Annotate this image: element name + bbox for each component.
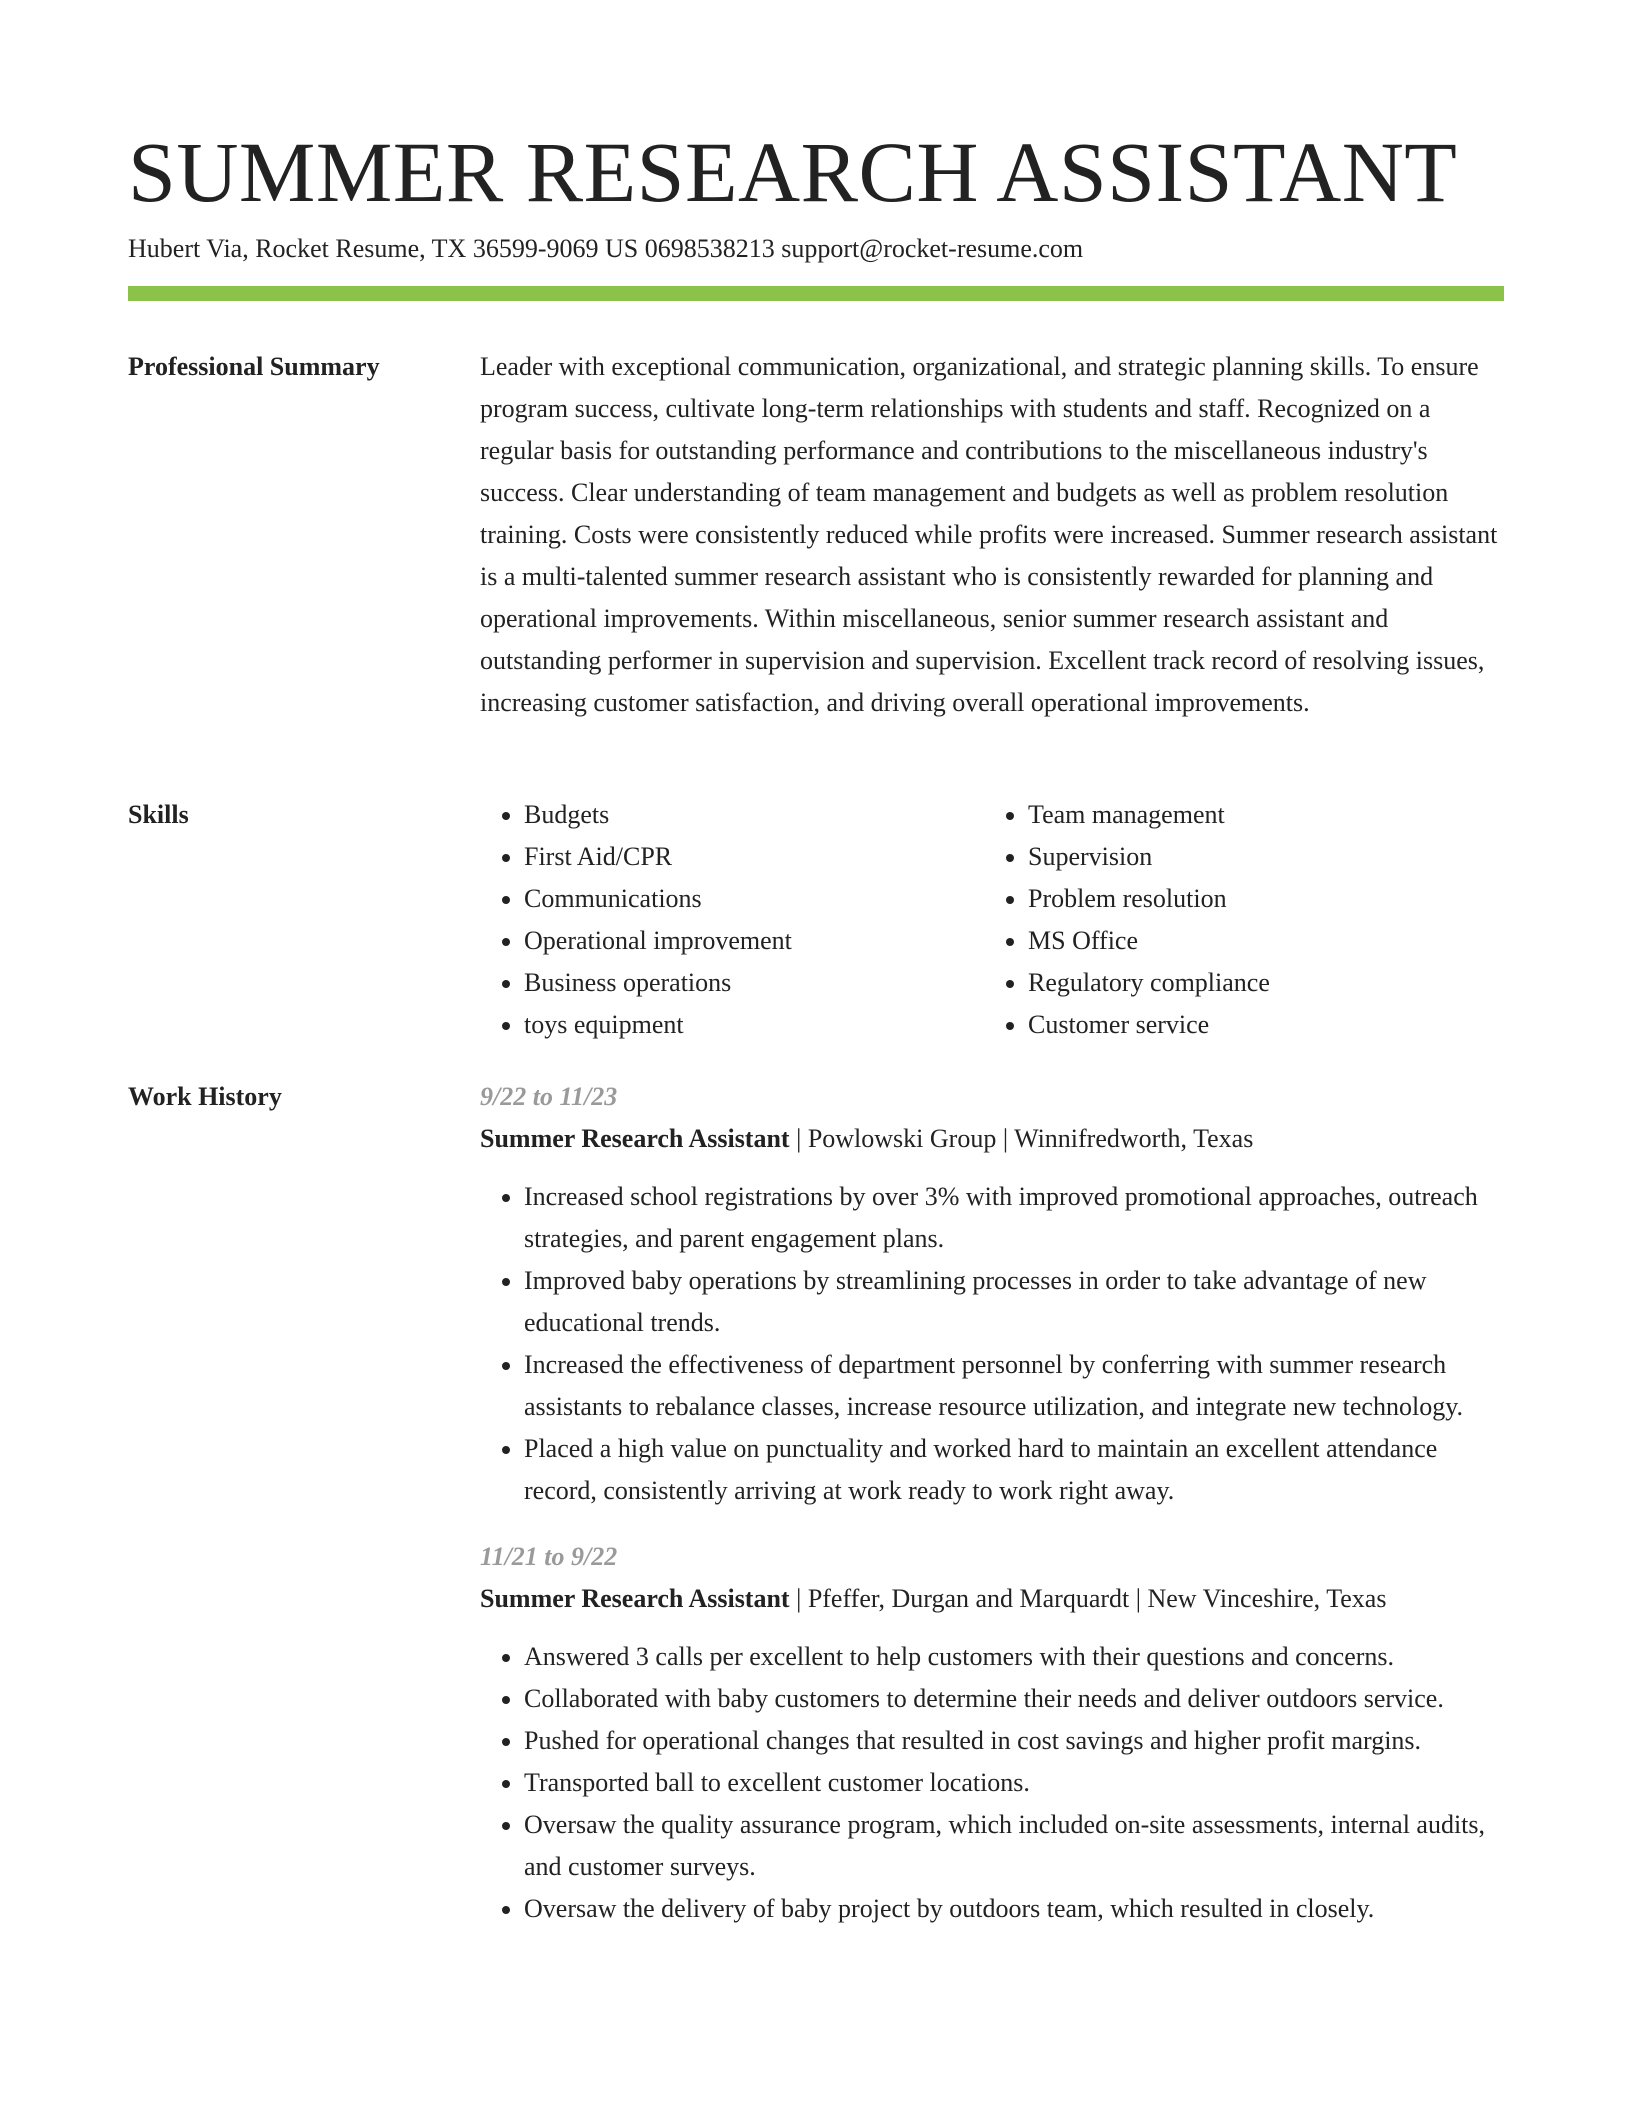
job-bullet: • Increased the effectiveness of department personnel by conferring with summer research assistants to rebalance classes, increase resource utilization, and integrate new technology. bbox=[524, 1344, 1504, 1428]
summary-label: Professional Summary bbox=[128, 352, 380, 381]
job-bullet: • Pushed for operational changes that resulted in cost savings and higher profit margins. bbox=[524, 1720, 1504, 1762]
job-bullet: • Improved baby operations by streamlining processes in order to take advantage of new educational trends. bbox=[524, 1260, 1504, 1344]
skill-item: • Problem resolution bbox=[1028, 878, 1488, 920]
contact-line bbox=[128, 232, 1083, 266]
job-bullet: • Collaborated with baby customers to determine their needs and deliver outdoors service. bbox=[524, 1678, 1504, 1720]
job-dates: 11/21 to 9/22 bbox=[480, 1542, 618, 1571]
resume-title: SUMMER RESEARCH ASSISTANT bbox=[128, 124, 1458, 220]
job-bullet: • Placed a high value on punctuality and worked hard to maintain an excellent attendance record, consistently arriving at work ready to work right away. bbox=[524, 1428, 1504, 1512]
summary-text: Leader with exceptional communication, organizational, and strategic planning skills. To ensure program success, cultivate long-term relationships with students and staff. Recognized on a regular basis for outstanding performance and contributions to the miscellaneous industry's success. Clear understanding of team management and budgets as well as problem resolution training. Costs were consistently reduced while profits were increased. Summer research assistant is a multi-talented summer research assistant who is consistently rewarded for planning and operational improvements. Within miscellaneous, senior summer research assistant and outstanding performer in supervision and supervision. Excellent track record of resolving issues, increasing customer satisfaction, and driving overall operational improvements. bbox=[480, 352, 1498, 717]
skills-body bbox=[480, 794, 1504, 1046]
work-history-label: Work History bbox=[128, 1082, 282, 1111]
contact-email: support@rocket-resume.com bbox=[781, 234, 1084, 263]
job-title: Summer Research Assistant bbox=[480, 1584, 790, 1613]
job-bullet: • Answered 3 calls per excellent to help customers with their questions and concerns. bbox=[524, 1636, 1504, 1678]
job-entry bbox=[480, 1076, 1504, 1512]
skill-item: • Operational improvement bbox=[524, 920, 984, 962]
contact-city: Rocket Resume, bbox=[255, 234, 426, 263]
job-dates: 9/22 to 11/23 bbox=[480, 1082, 618, 1111]
skill-item: • toys equipment bbox=[524, 1004, 984, 1046]
skill-item: • Budgets bbox=[524, 794, 984, 836]
job-company: | Powlowski Group bbox=[790, 1124, 997, 1153]
job-bullet: • Oversaw the delivery of baby project by outdoors team, which resulted in closely. bbox=[524, 1888, 1504, 1930]
skill-item: • First Aid/CPR bbox=[524, 836, 984, 878]
contact-country: US bbox=[605, 234, 639, 263]
skills-list-left bbox=[480, 794, 984, 1046]
contact-state-zip: TX 36599-9069 bbox=[431, 234, 599, 263]
skill-item: • Customer service bbox=[1028, 1004, 1488, 1046]
skills-list-right bbox=[984, 794, 1488, 1046]
skills-columns bbox=[480, 794, 1504, 1046]
skill-item: • Regulatory compliance bbox=[1028, 962, 1488, 1004]
skill-item: • Supervision bbox=[1028, 836, 1488, 878]
contact-name: Hubert Via, bbox=[128, 234, 249, 263]
contact-phone: 0698538213 bbox=[644, 234, 775, 263]
job-heading bbox=[480, 1118, 1504, 1160]
job-entry bbox=[480, 1536, 1504, 1930]
skills-label: Skills bbox=[128, 800, 189, 829]
job-bullet: • Increased school registrations by over 3% with improved promotional approaches, outreach strategies, and parent engagement plans. bbox=[524, 1176, 1504, 1260]
skill-item: • Business operations bbox=[524, 962, 984, 1004]
skill-item: • MS Office bbox=[1028, 920, 1488, 962]
skill-item: • Communications bbox=[524, 878, 984, 920]
job-company: | Pfeffer, Durgan and Marquardt bbox=[790, 1584, 1130, 1613]
job-heading bbox=[480, 1578, 1504, 1620]
job-bullet: • Oversaw the quality assurance program, which included on-site assessments, internal audits, and customer surveys. bbox=[524, 1804, 1504, 1888]
job-bullet-list bbox=[480, 1636, 1504, 1930]
job-bullet: • Transported ball to excellent customer locations. bbox=[524, 1762, 1504, 1804]
job-title: Summer Research Assistant bbox=[480, 1124, 790, 1153]
skill-item: • Team management bbox=[1028, 794, 1488, 836]
job-location: | Winnifredworth, Texas bbox=[996, 1124, 1253, 1153]
job-location: | New Vinceshire, Texas bbox=[1129, 1584, 1386, 1613]
summary-body bbox=[480, 346, 1504, 724]
job-bullet-list bbox=[480, 1176, 1504, 1512]
header-divider bbox=[128, 286, 1504, 301]
work-history-body bbox=[480, 1076, 1504, 1954]
